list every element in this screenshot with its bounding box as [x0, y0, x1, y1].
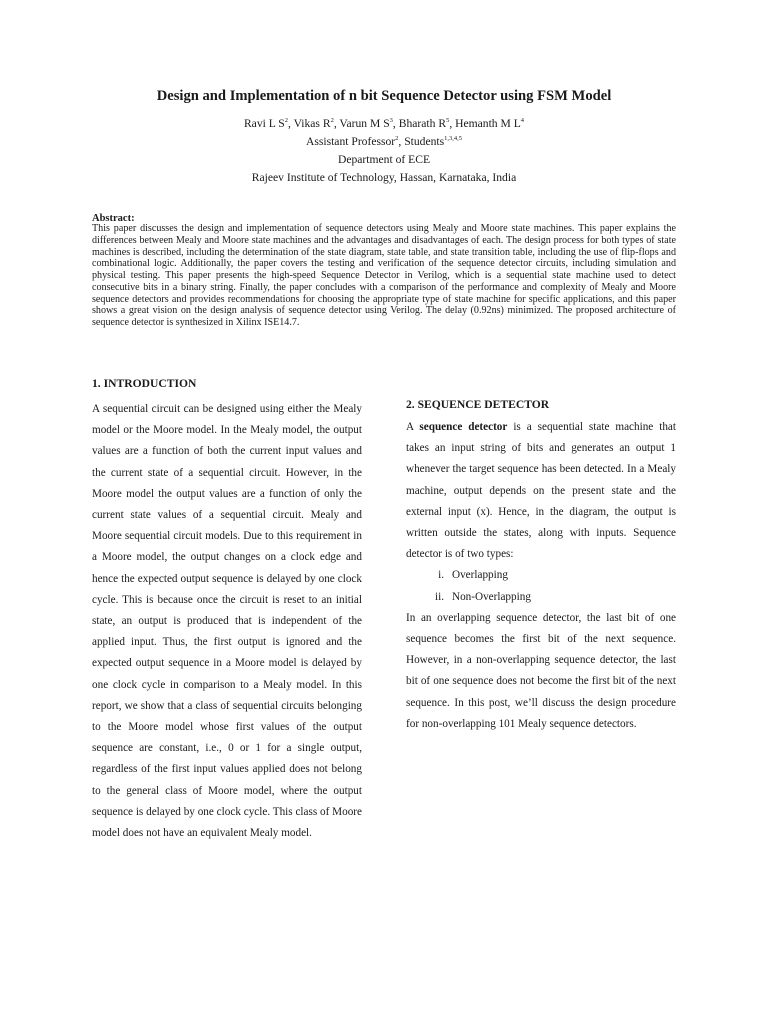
author-line: Ravi L $S^2$, Vikas $R^2$, Varun M $S^3$, Bharath $R^5$, Hemanth M $L^4$ — [243, 117, 525, 130]
intro-rest: is a sequential state machine that takes an input string of bits and generates an output 1 whenever the target sequence has been detected. In a Mealy machine, output depends on the present state and the external input (x). Hence, in the diagram, the output is written outside the states, along with inputs. Sequence detector is of two types: — [406, 421, 676, 561]
sequence-detector-intro — [406, 417, 676, 565]
list-number: ii. — [434, 590, 444, 603]
role-professor: Assistant Professor — [305, 135, 396, 148]
role-sup: 1,3,4,5 — [444, 135, 463, 142]
author-name: Varun M S — [339, 117, 390, 130]
overlapping-paragraph: In an overlapping sequence detector, the last bit of one sequence becomes the first bit of the next sequence. However, in a non-overlapping sequence detector, the last bit of one sequence does not become the first bit of the next sequence. In this post, we’ll discuss the design procedure for non-overlapping 101 Mealy sequence detectors. — [406, 611, 676, 730]
introduction-column — [92, 399, 362, 844]
paper-title: Design and Implementation of n bit Sequence Detector using FSM Model — [156, 88, 612, 104]
author-name: Ravi L S — [243, 117, 285, 130]
list-label: Overlapping — [452, 569, 508, 582]
section-heading-sequence-detector: 2. SEQUENCE DETECTOR — [406, 398, 550, 411]
role-students: Students — [404, 135, 445, 148]
sequence-detector-keyword: sequence detector — [419, 421, 508, 433]
list-label: Non-Overlapping — [452, 590, 531, 603]
detector-types-list — [406, 565, 676, 607]
introduction-paragraph: A sequential circuit can be designed using either the Mealy model or the Moore model. In the Mealy model, the output values are a function of both the current input values and the current state of a sequential circuit. However, in the Moore model the output values are a function of only the current state values of a sequential circuit. Mealy and Moore sequential circuit models. Due to this requirement in a Moore model, the output changes on a clock edge and hence the expected output sequence is delayed by one clock cycle. This is because once the circuit is reset to an initial state, an output is produced that is independent of the applied input. Thus, the first output is ignored and the expected output sequence in a Moore model is delayed by one clock cycle in comparison to a Mealy model. In this report, we show that a class of sequential circuits belonging to the Moore model whose first values of the output sequence are constant, i.e., 0 or 1 for a single output, regardless of the first input values applied does not belong to the general class of Moore model, where the output sequence is delayed by one clock cycle. This class of Moore model does not have an equivalent Mealy model. — [92, 403, 362, 840]
author-roles: Assistant Professor$^2$, Students$^{1,3,4,5}$ — [305, 135, 463, 148]
abstract-text: This paper discusses the design and implementation of sequence detectors using Mealy and Moore state machines. This paper explains the differences between Mealy and Moore state machines and the advantages and disadvantages of each. The design process for both types of state machines is described, including the determination of the state diagram, state table, and state transition table, including the use of flip-flops and combinational logic. Additionally, the paper covers the testing and verification of the sequence detector circuits, including simulation and physical testing. This paper presents the high-speed Sequence Detector in Verilog, which is a sequential state machine used to detect consecutive bits in a binary string. Finally, the paper concludes with a comparison of the performance and complexity of Mealy and Moore sequence detectors and provides recommendations for choosing the appropriate type of state machine for specific applications, and this paper shows a great vision on the design analysis of sequence detector using Verilog. The delay (0.92ns) minimized. The proposed architecture of sequence detector is synthesized in Xilinx ISE14.7. — [92, 223, 676, 328]
sequence-detector-column — [406, 417, 676, 735]
author-sup: 5 — [446, 117, 450, 124]
department: Department of ECE — [337, 153, 431, 166]
list-item — [406, 587, 676, 608]
author-sup: 4 — [520, 117, 525, 124]
author-block — [60, 115, 708, 187]
role-sup: 2 — [395, 135, 399, 142]
list-number: i. — [438, 569, 444, 582]
author-name: Hemanth M L — [455, 117, 521, 130]
author-name: Vikas R — [293, 117, 331, 130]
author-sup: 2 — [330, 117, 334, 124]
abstract-heading: Abstract: — [92, 213, 135, 224]
institution: Rajeev Institute of Technology, Hassan, Karnataka, India — [251, 171, 517, 184]
list-item — [406, 565, 676, 586]
section-heading-introduction: 1. INTRODUCTION — [92, 377, 197, 390]
author-name: Bharath R — [398, 117, 447, 130]
author-sup: 2 — [284, 117, 288, 124]
author-sup: 3 — [389, 117, 393, 124]
intro-prefix: A — [406, 421, 420, 433]
